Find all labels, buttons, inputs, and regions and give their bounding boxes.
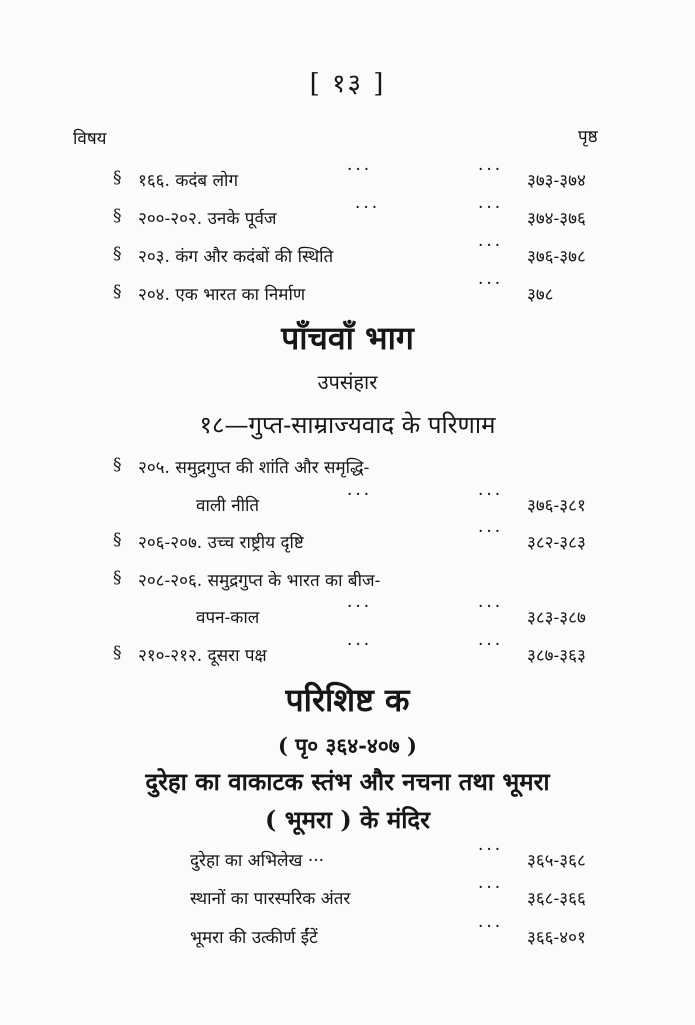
leader-dots: ··· [347,597,373,617]
entry-pages: ३७४-३७६ [527,209,586,229]
entry-pages: ३८२-३८३ [527,533,586,553]
entry-pages: ३७६-३८१ [527,496,586,516]
entry-title: २०५. समुद्रगुप्त की शांति और समृद्धि- [138,458,370,478]
toc-entry [0,160,695,198]
page-number: [ १३ ] [309,69,386,99]
entry-title: वाली नीति [196,496,260,516]
column-label-subject: विषय [73,129,107,149]
leader-dots: ··· [478,840,504,860]
part-title: पाँचवाँ भाग [281,319,414,357]
entry-pages: ३८७-३६३ [527,646,586,666]
leader-dots: ··· [478,274,504,294]
entry-pages: ३७६-३७८ [527,247,586,267]
appendix-title: परिशिष्ट क [285,681,410,719]
section-sign: § [113,244,122,264]
leader-dots: ··· [478,522,504,542]
toc-entry [0,917,695,955]
entry-title: वपन-काल [196,608,260,628]
leader-dots: ··· [478,236,504,256]
toc-entry [0,568,695,598]
chapter-heading: १८—गुप्त-साम्राज्यवाद के परिणाम [199,411,496,439]
entry-title: २०३. कंग और कदंबों की स्थिति [138,247,334,267]
leader-dots: ··· [478,485,504,505]
leader-dots: ··· [478,917,504,937]
toc-entry-continued [0,597,695,635]
section-sign: § [113,206,122,226]
entry-pages: ३७३-३७४ [527,171,586,191]
toc-entry [0,236,695,274]
entry-title: दुरेहा का अभिलेख ··· [190,851,325,871]
entry-title: स्थानों का पारस्परिक अंतर [190,889,351,909]
entry-pages: ३७८ [527,285,554,305]
section-sign: § [113,643,122,663]
section-sign: § [113,455,122,475]
leader-dots: ··· [478,597,504,617]
column-label-page: पृष्ठ [578,127,598,147]
section-sign: § [113,282,122,302]
entry-pages: ३६८-३६६ [527,889,586,909]
leader-dots: ··· [478,635,504,655]
entry-title: २०८-२०६. समुद्रगुप्त के भारत का बीज- [138,571,381,591]
appendix-heading-cont: ( भूमरा ) के मंदिर [265,805,430,834]
section-sign: § [113,168,122,188]
leader-dots: ··· [478,198,504,218]
part-subtitle: उपसंहार [317,370,378,394]
toc-entry [0,274,695,312]
entry-title: भूमरा की उत्कीर्ण ईंटें [190,928,318,948]
entry-title: २००-२०२. उनके पूर्वज [138,209,277,229]
toc-entry [0,455,695,485]
entry-title: २०४. एक भारत का निर्माण [138,285,306,305]
leader-dots: ··· [355,198,381,218]
toc-entry [0,635,695,673]
toc-entry [0,840,695,878]
leader-dots: ··· [347,485,373,505]
toc-entry [0,878,695,916]
entry-pages: ३६६-४०१ [527,928,586,948]
toc-entry [0,198,695,236]
entry-title: २१०-२१२. दूसरा पक्ष [138,646,267,666]
section-sign: § [113,568,122,588]
toc-entry-continued [0,485,695,523]
entry-pages: ३८३-३८७ [527,608,586,628]
leader-dots: ··· [347,160,373,180]
leader-dots: ··· [478,878,504,898]
entry-title: २०६-२०७. उच्च राष्ट्रीय दृष्टि [138,533,304,553]
leader-dots: ··· [478,160,504,180]
entry-pages: ३६५-३६८ [527,851,586,871]
leader-dots: ··· [347,635,373,655]
section-sign: § [113,530,122,550]
appendix-page-range: ( पृ० ३६४-४०७ ) [278,733,417,758]
toc-entry [0,522,695,560]
appendix-heading: दुरेहा का वाकाटक स्तंभ और नचना तथा भूमरा [145,767,550,796]
entry-title: १६६. कदंब लोग [138,171,239,191]
